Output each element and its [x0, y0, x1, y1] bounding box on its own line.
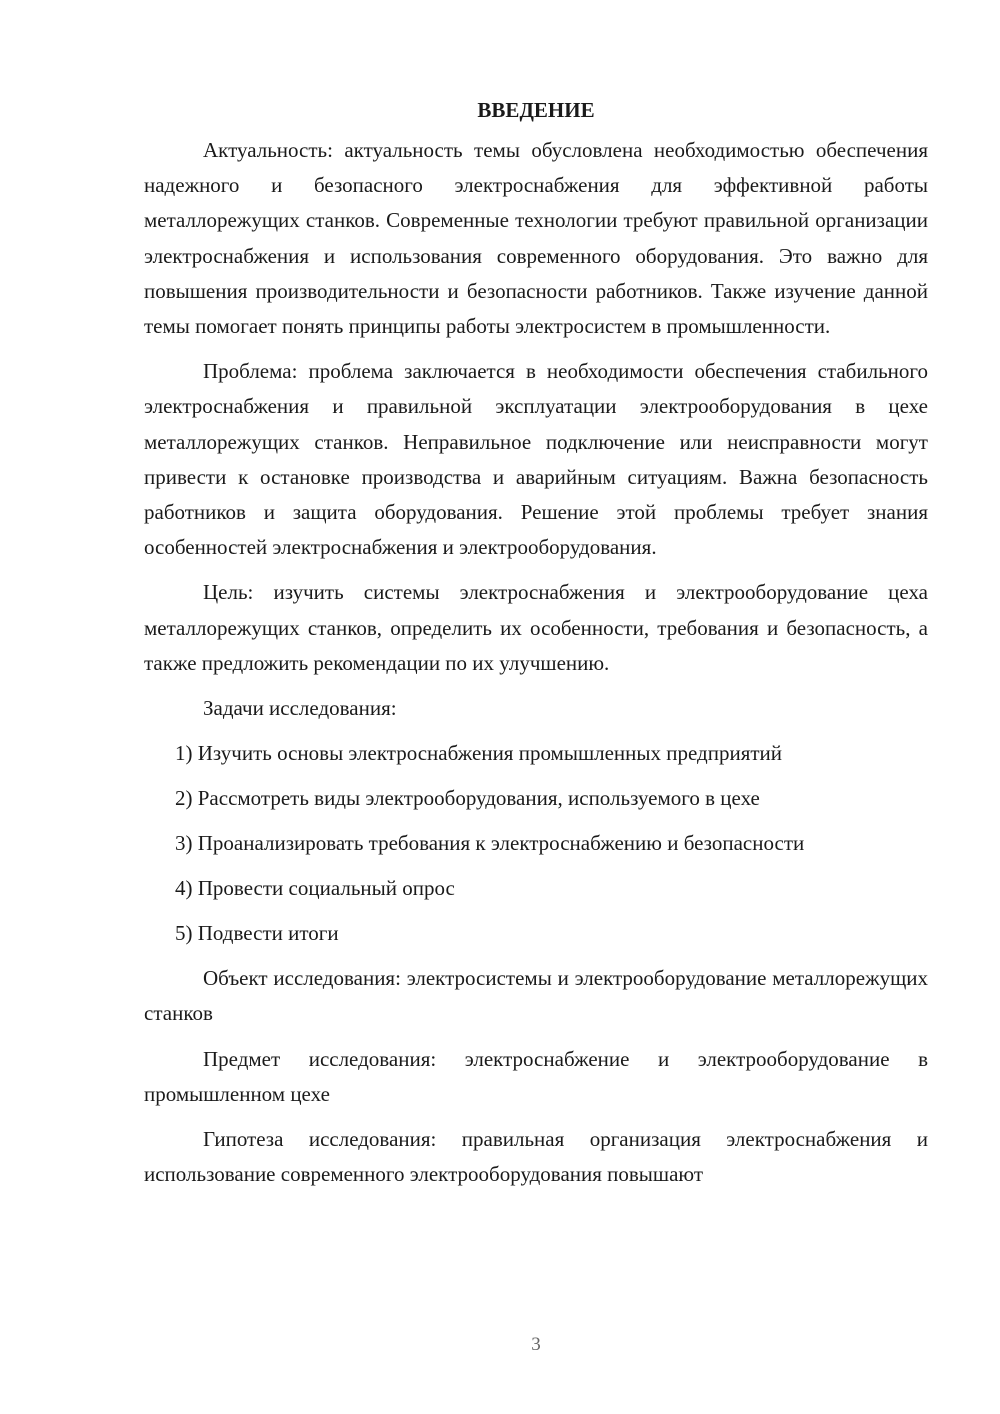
- list-item: 2) Рассмотреть виды электрооборудования, используемого в цехе: [175, 786, 760, 811]
- paragraph-relevance: Актуальность: актуальность темы обусловлена необходимостью обеспечения надежного и безопасного электроснабжения для эффективной работы металлорежущих станков. Современные технологии требуют правильной организации электроснабжения и использования современного оборудования. Это важно для повышения производительности и безопасности работников. Также изучение данной темы помогает понять принципы работы электросистем в промышленности.: [144, 138, 928, 339]
- paragraph-object: Объект исследования: электросистемы и электрооборудование металлорежущих станков: [144, 966, 928, 1026]
- list-item: 4) Провести социальный опрос: [175, 876, 455, 901]
- page-content: [144, 96, 928, 1202]
- list-item: 5) Подвести итоги: [175, 921, 339, 946]
- paragraph-problem: Проблема: проблема заключается в необходимости обеспечения стабильного электроснабжения и правильной эксплуатации электрооборудования в цехе металлорежущих станков. Неправильное подключение или неисправности могут привести к остановке производства и аварийным ситуациям. Важна безопасность работников и защита оборудования. Решение этой проблемы требует знания особенностей электроснабжения и электрооборудования.: [144, 359, 928, 560]
- paragraph-subject: Предмет исследования: электроснабжение и электрооборудование в промышленном цехе: [144, 1046, 928, 1106]
- page-number: 3: [531, 1334, 541, 1355]
- tasks-list: [144, 736, 928, 951]
- paragraph-tasks-heading: Задачи исследования:: [203, 696, 397, 721]
- list-item: 1) Изучить основы электроснабжения промышленных предприятий: [175, 741, 783, 766]
- paragraph-goal: Цель: изучить системы электроснабжения и электрооборудование цеха металлорежущих станков, определить их особенности, требования и безопасность, а также предложить рекомендации по их улучшению.: [144, 580, 928, 675]
- section-heading: ВВЕДЕНИЕ: [477, 98, 595, 122]
- list-item: 3) Проанализировать требования к электроснабжению и безопасности: [175, 831, 805, 856]
- paragraph-hypothesis: Гипотеза исследования: правильная организация электроснабжения и использование современного электрооборудования повышают: [144, 1127, 928, 1187]
